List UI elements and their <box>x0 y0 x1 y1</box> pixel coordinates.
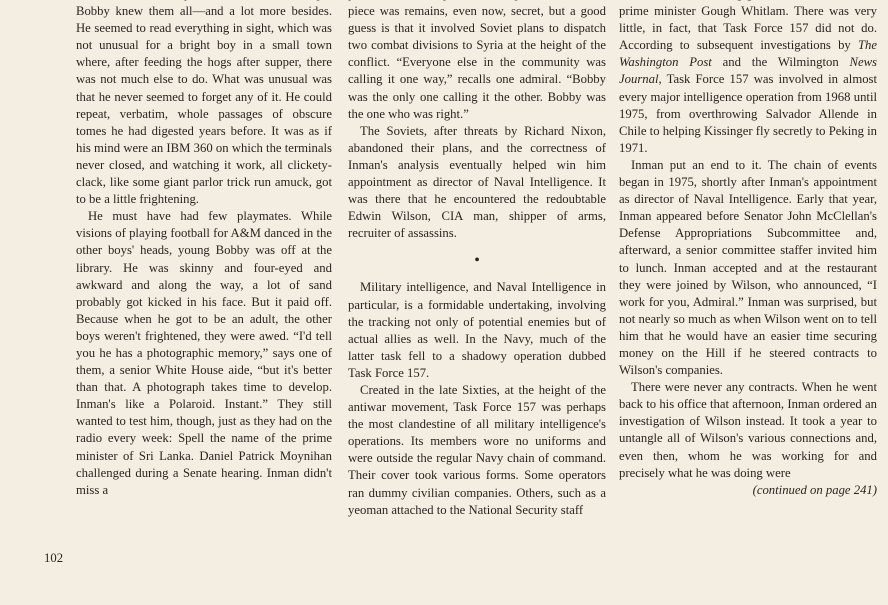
paragraph <box>348 279 606 382</box>
paragraph-text: He must have had few playmates. While visions of playing football for A&M danced in the other boys' heads, young Bobby was off at the library. He was skinny and four-eyed and awkward and along the way, a lot of sand probably got kicked in his face. But it paid off. Because when he got to be an adult, the other boys weren't frightened, they were awed. “I'd tell you he has a photographic memory,” says one of them, a senior White House aide, “but it's better than that. A photograph takes time to develop. Inman's like a Polaroid. Instant.” They still wanted to test him, though, just as they had on the radio every week: Spell the name of the prime minister of Sri Lanka. Daniel Patrick Moynihan challenged during a Senate hearing. Inman didn't miss a <box>76 209 332 497</box>
continuation-note: (continued on page 241) <box>752 482 877 497</box>
text-column-3 <box>619 0 877 499</box>
paragraph <box>619 379 877 482</box>
paragraph-text: Bobby knew them all—and a lot more besides. He seemed to read everything in sight, which was not unusual for a bright boy in a small town where, after feeding the hogs after supper, there was not much else to do. What was unusual was that he never seemed to forget any of it. He could repeat, verbatim, whole passages of obscure tomes he had digested years before. It was as if his mind were an IBM 360 on which the terminals never closed, and watching it work, all clickety-clack, like some giant parlor trick run amuck, got to be a little frightening. <box>76 4 332 207</box>
page-number: 102 <box>44 551 64 565</box>
paragraph <box>619 0 877 157</box>
paragraph-text: Created in the late Sixties, at the height of the antiwar movement, Task Force 157 was perhaps the most clandestine of all military intelligence's operations. Its members wore no uniforms and were outside the regular Navy chain of command. Their cover took various forms. Some operators ran dummy civilian companies. Others, such as a yeoman attached to the National Security staff <box>348 382 606 517</box>
text-column-2 <box>348 0 606 519</box>
paragraph <box>348 123 606 243</box>
paragraph <box>76 208 332 499</box>
paragraph-text: Inman put an end to it. The chain of events began in 1975, shortly after Inman's appointment as director of Naval Intelligence. Early that year, Inman appeared before Senator John McClellan's Defense Appropriations Subcommittee and, afterward, a senior committee staffer invited him to lunch. Inman accepted and at the restaurant they were joined by Wilson, who announced, “I work for you, Admiral.” Inman was surprised, but not nearly so much as when Wilson went on to tell him that he would have an easier time securing money on the Hill if he steered contracts to Wilson's companies. <box>619 157 877 378</box>
paragraph-text: prime minister Gough Whitlam. There was very little, in fact, that Task Force 157 did not do. According to subsequent investigations by <box>619 4 877 53</box>
paragraph <box>76 0 332 208</box>
paragraph-text: There were never any contracts. When he went back to his office that afternoon, Inman ordered an investigation of Wilson instead. It took a year to untangle all of Wilson's various connections and, even then, whom he was working for and precisely what he was doing were <box>619 380 877 480</box>
paragraph-text: , Task Force 157 was involved in almost every major intelligence operation from 1968 until 1975, from overthrowing Salvador Allende in Chile to helping Kissinger fly secretly to Peking in 1971. <box>619 72 877 155</box>
text-column-1 <box>76 0 332 499</box>
paragraph <box>619 157 877 379</box>
paragraph <box>348 382 606 519</box>
italic-text: News Journal <box>619 55 877 87</box>
italic-text: The Washington Post <box>619 38 877 70</box>
paragraph-text: and the Wilmington <box>711 55 850 70</box>
section-separator: • <box>474 252 480 270</box>
paragraph-text: piece was remains, even now, secret, but a good guess is that it involved Soviet plans to dispatch two combat divisions to Syria at the height of the conflict. “Everyone else in the community was calling it one way,” recalls one admiral. “Bobby was the only one calling it the other. Bobby was the one who was right.” <box>348 4 606 121</box>
paragraph-text: Military intelligence, and Naval Intelligence in particular, is a formidable undertaking, involving the tracking not only of potential enemies but of actual allies as well. In the Navy, much of the latter task fell to a shadowy operation dubbed Task Force 157. <box>348 280 606 380</box>
paragraph-text: The Soviets, after threats by Richard Nixon, abandoned their plans, and the correctness of Inman's analysis eventually helped win him appointment as director of Naval Intelligence. It was there that he encountered the redoubtable Edwin Wilson, CIA man, shipper of arms, recruiter of assassins. <box>348 123 606 241</box>
paragraph <box>348 0 606 123</box>
